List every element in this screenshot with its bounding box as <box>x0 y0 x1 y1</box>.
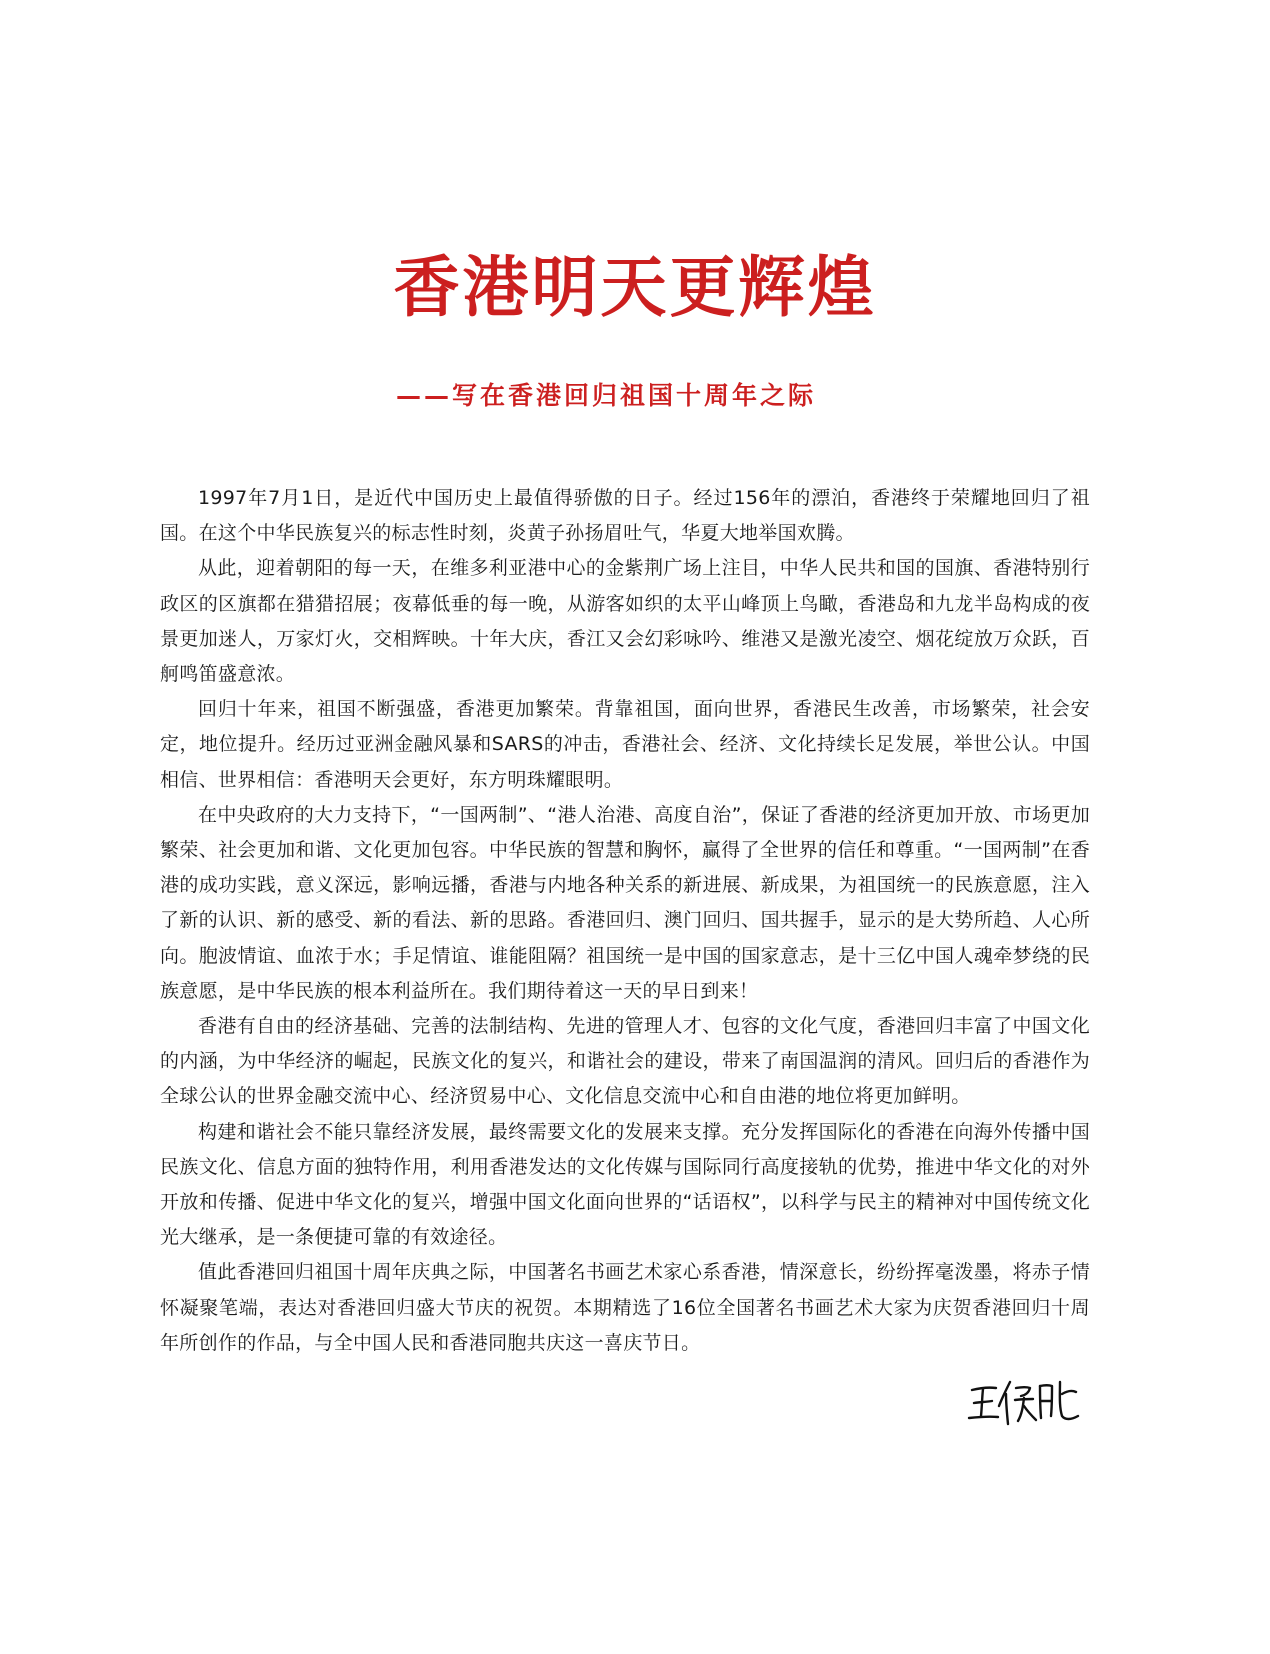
paragraph: 从此，迎着朝阳的每一天，在维多利亚港中心的金紫荆广场上注目，中华人民共和国的国旗、香港特别行政区的区旗都在猎猎招展；夜幕低垂的每一晚，从游客如织的太平山峰顶上鸟瞰，香港岛和九龙半岛构成的夜景更加迷人，万家灯火，交相辉映。十年大庆，香江又会幻彩咏吟、维港又是激光凌空、烟花绽放万众跃，百舸鸣笛盛意浓。 <box>160 557 1090 686</box>
article-body <box>160 481 1090 1361</box>
paragraph: 在中央政府的大力支持下，“一国两制”、“港人治港、高度自治”，保证了香港的经济更加开放、市场更加繁荣、社会更加和谐、文化更加包容。中华民族的智慧和胸怀，赢得了全世界的信任和尊重。“一国两制”在香港的成功实践，意义深远，影响远播，香港与内地各种关系的新进展、新成果，为祖国统一的民族意愿，注入了新的认识、新的感受、新的看法、新的思路。香港回归、澳门回归、国共握手，显示的是大势所趋、人心所向。胞波情谊、血浓于水；手足情谊、谁能阻隔？祖国统一是中国的国家意志，是十三亿中国人魂牵梦绕的民族意愿，是中华民族的根本利益所在。我们期待着这一天的早日到来！ <box>160 803 1090 1002</box>
signature-handwriting <box>966 1376 1086 1428</box>
paragraph: 香港有自由的经济基础、完善的法制结构、先进的管理人才、包容的文化气度，香港回归丰富了中国文化的内涵，为中华经济的崛起，民族文化的复兴，和谐社会的建设，带来了南国温润的清风。回归后的香港作为全球公认的世界金融交流中心、经济贸易中心、文化信息交流中心和自由港的地位将更加鲜明。 <box>160 1015 1090 1108</box>
paragraph: 回归十年来，祖国不断强盛，香港更加繁荣。背靠祖国，面向世界，香港民生改善，市场繁荣，社会安定，地位提升。经历过亚洲金融风暴和SARS的冲击，香港社会、经济、文化持续长足发展，举世公认。中国相信、世界相信：香港明天会更好，东方明珠耀眼明。 <box>160 698 1090 791</box>
paragraph: 构建和谐社会不能只靠经济发展，最终需要文化的发展来支撑。充分发挥国际化的香港在向海外传播中国民族文化、信息方面的独特作用，利用香港发达的文化传媒与国际同行高度接轨的优势，推进中华文化的对外开放和传播、促进中华文化的复兴，增强中国文化面向世界的“话语权”，以科学与民主的精神对中国传统文化光大继承，是一条便捷可靠的有效途径。 <box>160 1120 1090 1249</box>
paragraph: 1997年7月1日，是近代中国历史上最值得骄傲的日子。经过156年的漂泊，香港终于荣耀地回归了祖国。在这个中华民族复兴的标志性时刻，炎黄子孙扬眉吐气，华夏大地举国欢腾。 <box>160 487 1090 545</box>
page-title: 香港明天更辉煌 <box>393 249 877 326</box>
page-subtitle: ——写在香港回归祖国十周年之际 <box>396 381 817 410</box>
paragraph: 值此香港回归祖国十周年庆典之际，中国著名书画艺术家心系香港，情深意长，纷纷挥毫泼墨，将赤子情怀凝聚笔端，表达对香港回归盛大节庆的祝贺。本期精选了16位全国著名书画艺术大家为庆贺香港回归十周年所创作的作品，与全中国人民和香港同胞共庆这一喜庆节日。 <box>160 1261 1090 1354</box>
author-signature <box>966 1376 1086 1428</box>
